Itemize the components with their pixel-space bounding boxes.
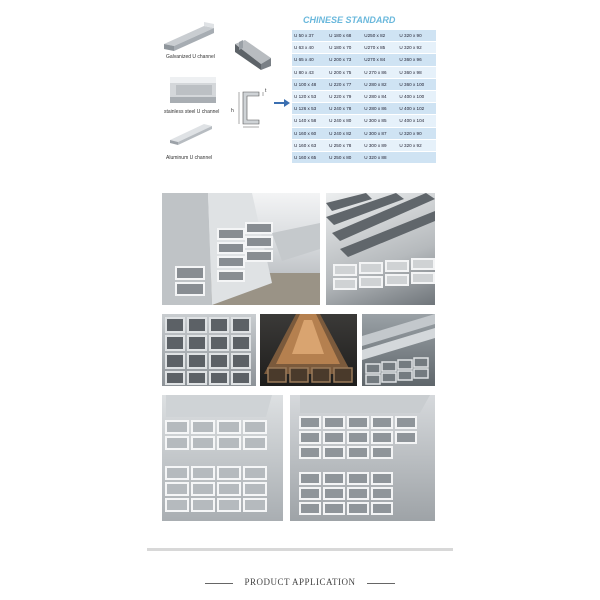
cross-section-diagram: [233, 86, 277, 130]
section-divider: [147, 548, 453, 551]
dimension-label-t: t: [265, 88, 267, 94]
standard-table-cell: U 63 x 40: [292, 42, 327, 54]
dimension-label-h: h: [231, 108, 234, 114]
standard-table-cell: U 200 x 75: [327, 66, 362, 78]
title-rule-right: [367, 583, 395, 584]
standard-table-row: [292, 103, 436, 115]
standard-table-cell: U 160 x 60: [292, 127, 327, 139]
standard-table-cell: U 240 x 80: [327, 115, 362, 127]
standard-table-cell: U 120 x 53: [292, 91, 327, 103]
standard-table-cell: U 220 x 77: [327, 78, 362, 90]
product-application-heading: PRODUCT APPLICATION: [244, 577, 356, 587]
standard-table-cell: U 300 x 87: [362, 127, 397, 139]
standard-table-cell: U 220 x 79: [327, 91, 362, 103]
product-label-aluminum: Aluminum U channel: [166, 155, 213, 161]
standard-table-cell: U 50 x 37: [292, 30, 327, 42]
standard-table-cell: U 360 x 96: [397, 54, 436, 66]
standard-table-row: [292, 78, 436, 90]
standard-table-cell: U 320 x 88: [362, 152, 397, 164]
standard-table-cell: U 200 x 73: [327, 54, 362, 66]
standard-table-cell: U 280 x 82: [362, 78, 397, 90]
galvanized-channel-image: [160, 22, 220, 52]
standard-table-cell: U 300 x 89: [362, 139, 397, 151]
standard-table-row: [292, 66, 436, 78]
standard-table-cell: U 360 x 100: [397, 78, 436, 90]
channel-rack-photo: [362, 314, 435, 386]
standard-table-cell: U 240 x 78: [327, 103, 362, 115]
standard-table-row: [292, 42, 436, 54]
standard-table-cell: U 280 x 84: [362, 91, 397, 103]
standard-table-cell: [397, 152, 436, 164]
standard-table-cell: U 320 x 90: [397, 127, 436, 139]
standard-table-cell: U 360 x 98: [397, 66, 436, 78]
channel-stack-photo-3: [162, 314, 256, 386]
standard-table-cell: U250 x 82: [362, 30, 397, 42]
product-label-stainless: stainless steel U channel: [164, 109, 220, 115]
standard-table-cell: U 180 x 68: [327, 30, 362, 42]
standard-table-cell: U 65 x 40: [292, 54, 327, 66]
standard-title: CHINESE STANDARD: [303, 15, 396, 25]
product-label-galvanized: Galvanized U channel: [166, 54, 215, 60]
standard-table-cell: U 180 x 70: [327, 42, 362, 54]
standard-table-cell: U 320 x 92: [397, 42, 436, 54]
channel-stack-photo-1: [162, 193, 320, 305]
standard-table-cell: U 80 x 43: [292, 66, 327, 78]
standard-table-cell: U 280 x 86: [362, 103, 397, 115]
standard-table-cell: U 320 x 92: [397, 139, 436, 151]
standard-table-cell: U 126 x 53: [292, 103, 327, 115]
standard-table-row: [292, 30, 436, 42]
standard-table-cell: U 320 x 90: [397, 30, 436, 42]
standard-table-cell: U270 x 85: [362, 42, 397, 54]
standard-table-cell: U 240 x 82: [327, 127, 362, 139]
standard-table-cell: U 160 x 63: [292, 139, 327, 151]
aluminum-channel-image: [168, 122, 214, 146]
standard-table-cell: U 270 x 86: [362, 66, 397, 78]
standard-table-cell: U 400 x 102: [397, 103, 436, 115]
standard-size-table: [292, 30, 436, 164]
stainless-channel-image: [168, 75, 220, 107]
steel-channel-3d-image: [233, 38, 273, 72]
title-rule-left: [205, 583, 233, 584]
channel-stack-photo-2: [326, 193, 435, 305]
standard-table-cell: U270 x 84: [362, 54, 397, 66]
standard-table-cell: U 100 x 48: [292, 78, 327, 90]
standard-table-cell: U 140 x 58: [292, 115, 327, 127]
standard-table-row: [292, 152, 436, 164]
arrow-right-icon: [274, 99, 290, 107]
standard-table-cell: U 250 x 78: [327, 139, 362, 151]
standard-table-row: [292, 91, 436, 103]
channel-bundle-photo-2: [290, 395, 435, 521]
channel-warehouse-photo: [260, 314, 357, 386]
standard-table-cell: U 250 x 80: [327, 152, 362, 164]
standard-table-row: [292, 139, 436, 151]
standard-table-row: [292, 54, 436, 66]
standard-table-row: [292, 127, 436, 139]
standard-table-cell: U 400 x 104: [397, 115, 436, 127]
channel-bundle-photo-1: [162, 395, 283, 521]
standard-table-row: [292, 115, 436, 127]
standard-table-cell: U 300 x 85: [362, 115, 397, 127]
standard-table-cell: U 160 x 65: [292, 152, 327, 164]
standard-table-cell: U 400 x 100: [397, 91, 436, 103]
